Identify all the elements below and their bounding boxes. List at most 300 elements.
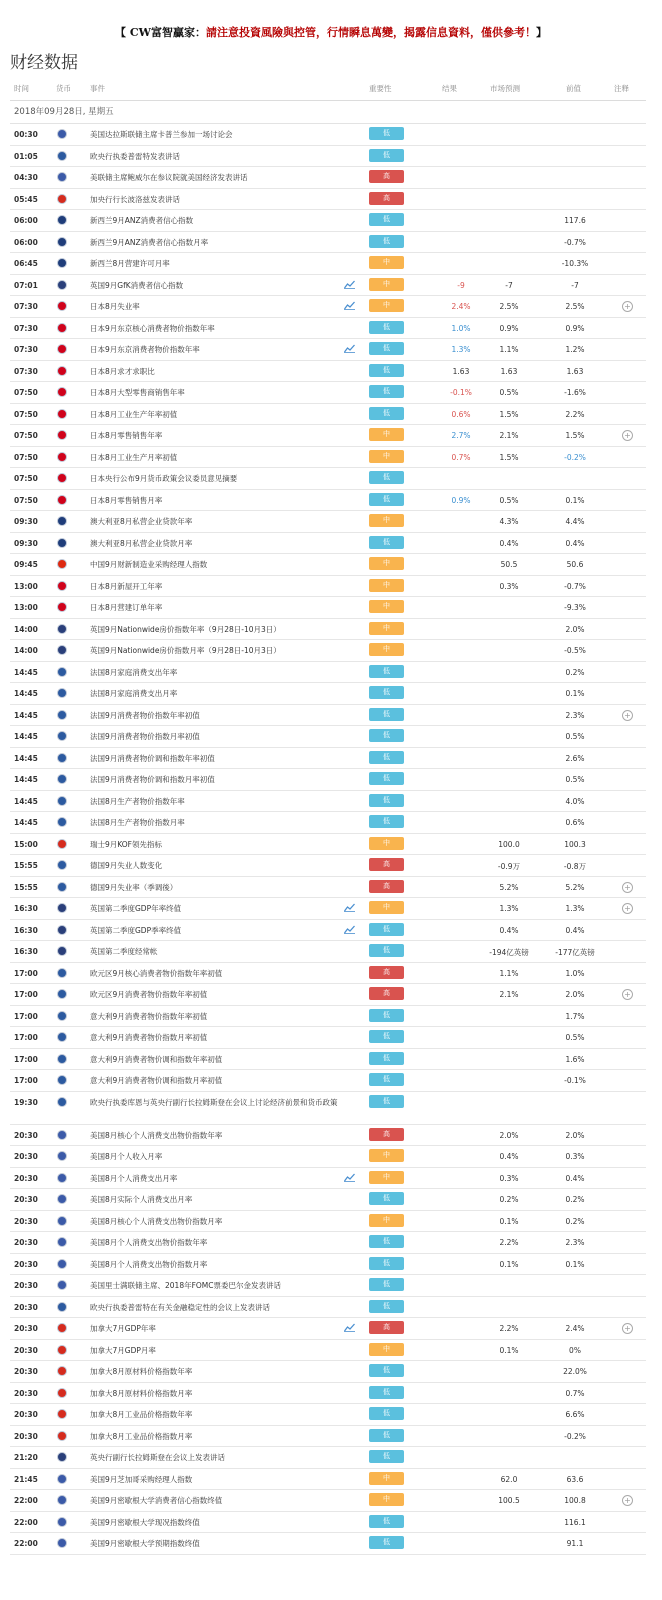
nz-flag-icon <box>57 215 67 225</box>
event-name[interactable]: 澳大利亚8月私营企业贷款年率 <box>90 517 193 526</box>
event-time: 07:30 <box>14 323 38 333</box>
importance-badge: 低 <box>369 751 404 764</box>
importance-badge: 中 <box>369 557 404 570</box>
us-flag-icon <box>57 1474 67 1484</box>
date-row: 2018年09月28日, 星期五 <box>10 101 646 124</box>
event-name[interactable]: 澳大利亚8月私营企业贷款月率 <box>90 538 193 548</box>
table-row[interactable] <box>10 490 646 512</box>
previous-value: 0.1% <box>565 1259 585 1269</box>
previous-value: 22.0% <box>563 1367 587 1376</box>
event-name[interactable]: 英国第二季度GDP年率终值 <box>90 904 182 913</box>
event-name[interactable]: 美国里士满联储主席、2018年FOMC票委巴尔金发表讲话 <box>90 1281 282 1290</box>
previous-value: 0.2% <box>565 1216 585 1226</box>
table-row[interactable] <box>10 683 646 705</box>
eu-flag-icon <box>57 968 67 978</box>
us-flag-icon <box>57 129 67 139</box>
table-row[interactable] <box>10 296 646 318</box>
table-row[interactable] <box>10 232 646 254</box>
event-name[interactable]: 英国9月Nationwide房价指数月率（9月28日-10月3日） <box>90 646 281 655</box>
event-name[interactable]: 日本9月东京核心消费者物价指数年率 <box>90 323 215 333</box>
actual-value: -0.1% <box>450 388 472 397</box>
event-name[interactable]: 欧央行执委普雷特发表讲话 <box>90 151 180 161</box>
event-name[interactable]: 欧央行执委库恩与英央行副行长拉姆斯登在会议上讨论经济前景和货币政策 <box>90 1097 338 1107</box>
forecast-value: -7 <box>505 280 513 290</box>
jp-flag-icon <box>57 366 67 376</box>
importance-badge: 低 <box>369 1536 404 1549</box>
chart-icon[interactable] <box>344 301 355 310</box>
previous-value: 0.4% <box>565 925 585 935</box>
event-name[interactable]: 美国8月核心个人消费支出物价指数年率 <box>90 1130 223 1140</box>
table-row[interactable] <box>10 1361 646 1383</box>
eu-flag-icon <box>57 1302 67 1312</box>
importance-badge: 低 <box>369 1052 404 1065</box>
cn-flag-icon <box>57 559 67 569</box>
fr-flag-icon <box>57 753 67 763</box>
previous-value: 1.6% <box>565 1054 585 1064</box>
table-row[interactable] <box>10 447 646 469</box>
event-name[interactable]: 美国8月个人消费支出物价指数年率 <box>90 1238 208 1247</box>
actual-value: 0.9% <box>451 495 471 505</box>
table-row[interactable] <box>10 361 646 383</box>
importance-badge: 中 <box>369 428 404 441</box>
previous-value: 2.0% <box>565 990 585 999</box>
previous-value: 50.6 <box>566 560 584 569</box>
table-row[interactable] <box>10 318 646 340</box>
table-row[interactable] <box>10 1275 646 1297</box>
table-row[interactable] <box>10 382 646 404</box>
table-row[interactable] <box>10 1426 646 1448</box>
event-name[interactable]: 法国8月生产者物价指数月率 <box>90 818 185 827</box>
ca-flag-icon <box>57 1431 67 1441</box>
forecast-value: 0.4% <box>499 1152 519 1161</box>
table-row[interactable] <box>10 941 646 963</box>
table-row[interactable] <box>10 597 646 619</box>
us-flag-icon <box>57 1173 67 1183</box>
it-flag-icon <box>57 1075 67 1085</box>
importance-badge: 低 <box>369 321 404 334</box>
event-time: 15:00 <box>14 839 38 849</box>
importance-badge: 低 <box>369 493 404 506</box>
importance-badge: 高 <box>369 880 404 893</box>
event-name[interactable]: 意大利9月消费者物价调和指数月率初值 <box>90 1076 223 1085</box>
event-time: 06:00 <box>14 216 38 225</box>
previous-value: -7 <box>571 280 579 290</box>
gb-flag-icon <box>57 946 67 956</box>
page-title: 财经数据 <box>10 53 78 73</box>
table-row[interactable] <box>10 1211 646 1233</box>
expand-notes-icon[interactable]: + <box>622 882 633 893</box>
expand-notes-icon[interactable]: + <box>622 710 633 721</box>
nz-flag-icon <box>57 258 67 268</box>
event-name[interactable]: 德国9月失业人数变化 <box>90 861 163 870</box>
risk-warning-banner <box>0 24 662 42</box>
forecast-value: 0.2% <box>499 1195 519 1204</box>
event-name[interactable]: 美国8月核心个人消费支出物价指数月率 <box>90 1216 223 1226</box>
au-flag-icon <box>57 516 67 526</box>
table-row[interactable] <box>10 1447 646 1469</box>
banner-brand: 【 CW富智贏家： <box>115 26 206 39</box>
table-row[interactable] <box>10 640 646 662</box>
table-row[interactable] <box>10 1232 646 1254</box>
table-row[interactable] <box>10 662 646 684</box>
jp-flag-icon <box>57 602 67 612</box>
fr-flag-icon <box>57 731 67 741</box>
importance-badge: 高 <box>369 987 404 1000</box>
forecast-value: 0.1% <box>499 1216 519 1226</box>
gb-flag-icon <box>57 645 67 655</box>
importance-badge: 中 <box>369 1149 404 1162</box>
table-row[interactable] <box>10 1490 646 1512</box>
expand-notes-icon[interactable]: + <box>622 989 633 1000</box>
event-name[interactable]: 中国9月财新制造业采购经理人指数 <box>90 560 208 569</box>
event-name[interactable]: 日本8月求才求职比 <box>90 366 155 376</box>
importance-badge: 低 <box>369 1386 404 1399</box>
ca-flag-icon <box>57 1388 67 1398</box>
jp-flag-icon <box>57 387 67 397</box>
event-name[interactable]: 美联储主席鲍威尔在参议院就美国经济发表讲话 <box>90 173 248 182</box>
previous-value: 6.6% <box>565 1410 585 1419</box>
forecast-value: 0.3% <box>499 581 519 591</box>
forecast-value: 2.5% <box>499 302 519 311</box>
event-time: 06:00 <box>14 237 38 247</box>
event-time: 07:50 <box>14 409 38 419</box>
gb-flag-icon <box>57 925 67 935</box>
forecast-value: 0.1% <box>499 1259 519 1269</box>
importance-badge: 中 <box>369 1343 404 1356</box>
header-importance: 重要性 <box>369 84 392 93</box>
event-time: 01:05 <box>14 151 38 161</box>
table-row[interactable] <box>10 1049 646 1071</box>
previous-value: 63.6 <box>566 1474 584 1484</box>
event-time: 07:30 <box>14 366 38 376</box>
table-row[interactable] <box>10 511 646 533</box>
previous-value: 0% <box>569 1345 581 1355</box>
event-name[interactable]: 意大利9月消费者物价指数年率初值 <box>90 1011 208 1021</box>
ch-flag-icon <box>57 839 67 849</box>
table-row[interactable] <box>10 1189 646 1211</box>
previous-value: 2.0% <box>565 1130 585 1140</box>
table-row[interactable] <box>10 404 646 426</box>
jp-flag-icon <box>57 495 67 505</box>
previous-value: 2.6% <box>565 753 585 763</box>
forecast-value: -194亿英镑 <box>489 948 529 957</box>
gb-flag-icon <box>57 624 67 634</box>
previous-value: 4.4% <box>565 517 585 526</box>
importance-badge: 中 <box>369 837 404 850</box>
event-name[interactable]: 欧元区9月消费者物价指数年率初值 <box>90 990 208 999</box>
importance-badge: 低 <box>369 1429 404 1442</box>
event-name[interactable]: 法国9月消费者物价调和指数月率初值 <box>90 775 215 784</box>
event-time: 20:30 <box>14 1130 38 1140</box>
event-name[interactable]: 日本8月工业生产月率初值 <box>90 452 178 462</box>
event-time: 15:55 <box>14 882 38 892</box>
importance-badge: 低 <box>369 127 404 140</box>
table-row[interactable] <box>10 253 646 275</box>
table-row[interactable] <box>10 769 646 791</box>
event-time: 05:45 <box>14 194 38 204</box>
table-row[interactable] <box>10 726 646 748</box>
event-time: 20:30 <box>14 1302 38 1312</box>
table-row[interactable] <box>10 275 646 297</box>
previous-value: -177亿英镑 <box>555 948 595 957</box>
event-name[interactable]: 美国8月个人收入月率 <box>90 1152 163 1161</box>
forecast-value: 4.3% <box>499 517 519 526</box>
previous-value: 2.5% <box>565 302 585 311</box>
table-row[interactable] <box>10 877 646 899</box>
previous-value: 0.2% <box>565 667 585 677</box>
table-row[interactable] <box>10 1512 646 1534</box>
us-flag-icon <box>57 1151 67 1161</box>
eu-flag-icon <box>57 1097 67 1107</box>
event-name[interactable]: 加拿大8月原材料价格指数月率 <box>90 1388 193 1398</box>
table-row[interactable] <box>10 167 646 189</box>
fr-flag-icon <box>57 817 67 827</box>
event-name[interactable]: 日本8月工业生产年率初值 <box>90 409 178 419</box>
importance-badge: 低 <box>369 1095 404 1108</box>
event-time: 14:00 <box>14 646 38 655</box>
chart-icon[interactable] <box>344 1323 355 1332</box>
event-name[interactable]: 日本8月大型零售商销售年率 <box>90 388 185 397</box>
us-flag-icon <box>57 1495 67 1505</box>
table-row[interactable] <box>10 189 646 211</box>
fr-flag-icon <box>57 796 67 806</box>
event-name[interactable]: 日本8月失业率 <box>90 302 140 311</box>
previous-value: 1.2% <box>565 345 585 354</box>
jp-flag-icon <box>57 409 67 419</box>
importance-badge: 低 <box>369 342 404 355</box>
importance-badge: 低 <box>369 407 404 420</box>
de-flag-icon <box>57 882 67 892</box>
previous-value: 1.63 <box>566 366 584 376</box>
event-time: 17:00 <box>14 990 38 999</box>
importance-badge: 中 <box>369 514 404 527</box>
event-name[interactable]: 美国9月密歇根大学预期指数终值 <box>90 1539 200 1548</box>
event-name[interactable]: 法国9月消费者物价调和指数年率初值 <box>90 753 215 763</box>
event-name[interactable]: 美国9月芝加哥采购经理人指数 <box>90 1474 193 1484</box>
forecast-value: 0.5% <box>499 388 519 397</box>
event-name[interactable]: 美国9月密歇根大学现况指数终值 <box>90 1517 200 1527</box>
table-row[interactable] <box>10 705 646 727</box>
event-name[interactable]: 英国第二季度GDP季率终值 <box>90 925 182 935</box>
importance-badge: 中 <box>369 901 404 914</box>
event-name[interactable]: 加拿大8月工业品价格指数年率 <box>90 1410 193 1419</box>
forecast-value: 1.63 <box>500 366 518 376</box>
table-row[interactable] <box>10 1533 646 1555</box>
table-row[interactable] <box>10 124 646 146</box>
expand-notes-icon[interactable]: + <box>622 301 633 312</box>
event-time: 07:50 <box>14 431 38 440</box>
event-name[interactable]: 新西兰9月ANZ消费者信心指数月率 <box>90 237 209 247</box>
event-time: 20:30 <box>14 1367 38 1376</box>
jp-flag-icon <box>57 473 67 483</box>
table-row[interactable] <box>10 533 646 555</box>
event-name[interactable]: 日本8月零售销售年率 <box>90 431 163 440</box>
event-name[interactable]: 加拿大8月工业品价格指数月率 <box>90 1431 193 1441</box>
importance-badge: 高 <box>369 1321 404 1334</box>
event-name[interactable]: 欧元区9月核心消费者物价指数年率初值 <box>90 968 223 978</box>
expand-notes-icon[interactable]: + <box>622 903 633 914</box>
table-row[interactable] <box>10 146 646 168</box>
event-name[interactable]: 英国9月GfK消费者信心指数 <box>90 280 184 290</box>
event-name[interactable]: 加央行行长波洛兹发表讲话 <box>90 194 180 204</box>
expand-notes-icon[interactable]: + <box>622 430 633 441</box>
importance-badge: 低 <box>369 1450 404 1463</box>
event-name[interactable]: 英国9月Nationwide房价指数年率（9月28日-10月3日） <box>90 624 281 634</box>
event-name[interactable]: 美国达拉斯联储主席卡普兰参加一场讨论会 <box>90 130 233 139</box>
event-name[interactable]: 法国8月家庭消费支出年率 <box>90 667 178 677</box>
event-name[interactable]: 日本8月零售销售月率 <box>90 495 163 505</box>
actual-value: 2.7% <box>451 431 471 440</box>
event-name[interactable]: 意大利9月消费者物价调和指数年率初值 <box>90 1054 223 1064</box>
table-row[interactable] <box>10 834 646 856</box>
table-body <box>10 124 646 1555</box>
ca-flag-icon <box>57 194 67 204</box>
fr-flag-icon <box>57 774 67 784</box>
event-name[interactable]: 加拿大7月GDP年率 <box>90 1324 156 1333</box>
chart-icon[interactable] <box>344 1173 355 1182</box>
forecast-value: 0.5% <box>499 495 519 505</box>
event-time: 13:00 <box>14 581 38 591</box>
event-time: 17:00 <box>14 1076 38 1085</box>
actual-value: 1.0% <box>451 323 471 333</box>
event-name[interactable]: 新西兰8月营建许可月率 <box>90 259 170 268</box>
importance-badge: 中 <box>369 600 404 613</box>
table-row[interactable] <box>10 1027 646 1049</box>
table-row[interactable] <box>10 1006 646 1028</box>
actual-value: 0.7% <box>451 452 471 462</box>
event-name[interactable]: 日本8月营建订单年率 <box>90 603 163 612</box>
expand-notes-icon[interactable]: + <box>622 1495 633 1506</box>
us-flag-icon <box>57 1237 67 1247</box>
event-name[interactable]: 法国8月生产者物价指数年率 <box>90 796 185 806</box>
banner-warning: 請注意投資風險與控管，行情瞬息萬變，揭露信息資料，僅供參考！ <box>205 26 536 39</box>
table-row[interactable] <box>10 1383 646 1405</box>
chart-icon[interactable] <box>344 903 355 912</box>
table-row[interactable] <box>10 920 646 942</box>
importance-badge: 低 <box>369 665 404 678</box>
table-row[interactable] <box>10 1168 646 1190</box>
table-row[interactable] <box>10 576 646 598</box>
forecast-value: 2.0% <box>499 1130 519 1140</box>
event-name[interactable]: 美国8月实际个人消费支出月率 <box>90 1195 193 1204</box>
previous-value: 116.1 <box>564 1517 586 1527</box>
gb-flag-icon <box>57 1452 67 1462</box>
importance-badge: 低 <box>369 815 404 828</box>
event-time: 07:50 <box>14 495 38 505</box>
previous-value: 0.1% <box>565 495 585 505</box>
previous-value: 0.7% <box>565 1388 585 1398</box>
table-row[interactable] <box>10 1092 646 1125</box>
event-name[interactable]: 日本央行公布9月货币政策会议委员意见摘要 <box>90 474 238 483</box>
importance-badge: 高 <box>369 1128 404 1141</box>
event-name[interactable]: 意大利9月消费者物价指数月率初值 <box>90 1033 208 1042</box>
table-row[interactable] <box>10 425 646 447</box>
table-row[interactable] <box>10 791 646 813</box>
previous-value: 2.3% <box>565 710 585 720</box>
event-time: 22:00 <box>14 1539 38 1548</box>
chart-icon[interactable] <box>344 925 355 934</box>
event-time: 20:30 <box>14 1152 38 1161</box>
event-name[interactable]: 日本8月新屋开工年率 <box>90 581 163 591</box>
table-row[interactable] <box>10 468 646 490</box>
header-forecast: 市场预测 <box>490 84 520 93</box>
importance-badge: 中 <box>369 1493 404 1506</box>
jp-flag-icon <box>57 452 67 462</box>
importance-badge: 中 <box>369 256 404 269</box>
table-row[interactable] <box>10 898 646 920</box>
event-name[interactable]: 日本9月东京消费者物价指数年率 <box>90 345 200 354</box>
importance-badge: 高 <box>369 170 404 183</box>
table-row[interactable] <box>10 1070 646 1092</box>
event-time: 06:45 <box>14 259 38 268</box>
importance-badge: 低 <box>369 708 404 721</box>
previous-value: 2.3% <box>565 1238 585 1247</box>
nz-flag-icon <box>57 237 67 247</box>
table-row[interactable] <box>10 963 646 985</box>
event-name[interactable]: 德国9月失业率（季调後） <box>90 882 178 892</box>
event-name[interactable]: 加拿大8月原材料价格指数年率 <box>90 1367 193 1376</box>
previous-value: -0.7% <box>564 237 586 247</box>
event-name[interactable]: 欧央行执委普雷特在有关金融稳定性的会议上发表讲话 <box>90 1302 270 1312</box>
event-name[interactable]: 英国第二季度经常帐 <box>90 947 158 956</box>
table-row[interactable] <box>10 984 646 1006</box>
event-time: 17:00 <box>14 1033 38 1042</box>
table-row[interactable] <box>10 1340 646 1362</box>
event-time: 09:30 <box>14 517 38 526</box>
table-row[interactable] <box>10 1318 646 1340</box>
table-row[interactable] <box>10 812 646 834</box>
table-row[interactable] <box>10 210 646 232</box>
event-name[interactable]: 美国9月密歇根大学消费者信心指数终值 <box>90 1496 223 1505</box>
table-row[interactable] <box>10 1297 646 1319</box>
header-event: 事件 <box>90 84 105 93</box>
event-name[interactable]: 法国9月消费者物价指数年率初值 <box>90 710 200 720</box>
table-row[interactable] <box>10 339 646 361</box>
actual-value: 0.6% <box>451 409 471 419</box>
us-flag-icon <box>57 172 67 182</box>
event-time: 20:30 <box>14 1238 38 1247</box>
event-time: 19:30 <box>14 1097 38 1107</box>
chart-icon[interactable] <box>344 280 355 289</box>
event-name[interactable]: 美国8月个人消费支出月率 <box>90 1173 178 1183</box>
event-time: 16:30 <box>14 947 38 956</box>
table-row[interactable] <box>10 748 646 770</box>
event-name[interactable]: 法国9月消费者物价指数月率初值 <box>90 732 200 741</box>
table-row[interactable] <box>10 1254 646 1276</box>
table-row[interactable] <box>10 1469 646 1491</box>
table-row[interactable] <box>10 1146 646 1168</box>
table-row[interactable] <box>10 1404 646 1426</box>
forecast-value: 1.1% <box>499 968 519 978</box>
event-name[interactable]: 英央行副行长拉姆斯登在会议上发表讲话 <box>90 1453 225 1462</box>
event-name[interactable]: 加拿大7月GDP月率 <box>90 1345 156 1355</box>
table-row[interactable] <box>10 1125 646 1147</box>
event-name[interactable]: 瑞士9月KOF领先指标 <box>90 839 162 849</box>
forecast-value: 50.5 <box>500 560 518 569</box>
event-name[interactable]: 法国8月家庭消费支出月率 <box>90 689 178 698</box>
importance-badge: 低 <box>369 1009 404 1022</box>
importance-badge: 低 <box>369 235 404 248</box>
table-row[interactable] <box>10 855 646 877</box>
event-name[interactable]: 美国8月个人消费支出物价指数月率 <box>90 1259 208 1269</box>
us-flag-icon <box>57 1517 67 1527</box>
chart-icon[interactable] <box>344 344 355 353</box>
event-name[interactable]: 新西兰9月ANZ消费者信心指数 <box>90 216 194 225</box>
table-row[interactable] <box>10 619 646 641</box>
table-row[interactable] <box>10 554 646 576</box>
previous-value: -0.2% <box>564 1431 586 1441</box>
expand-notes-icon[interactable]: + <box>622 1323 633 1334</box>
